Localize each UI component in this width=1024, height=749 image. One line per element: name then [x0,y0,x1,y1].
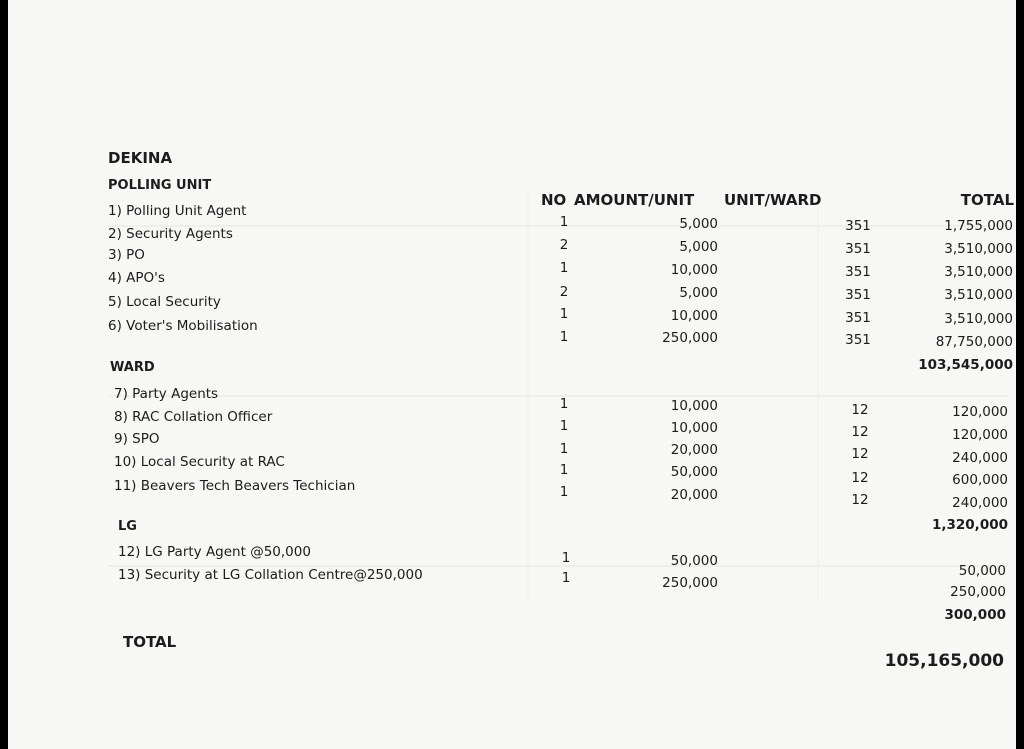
row-amount: 250,000 [662,575,718,591]
row-unit-ward: 12 [851,492,869,508]
row-amount: 5,000 [679,239,718,255]
row-item: 7) Party Agents [114,386,219,402]
row-item: 5) Local Security [108,294,221,310]
section-label-polling-unit: POLLING UNIT [108,178,212,193]
row-no: 2 [559,237,569,253]
row-no: 1 [561,550,571,566]
row-unit-ward: 12 [851,470,869,486]
row-no: 1 [559,214,569,230]
row-amount: 20,000 [670,487,718,503]
row-total: 600,000 [952,472,1008,488]
row-no: 1 [559,418,569,434]
row-amount: 250,000 [662,330,718,346]
row-total: 240,000 [952,450,1008,466]
row-amount: 50,000 [670,553,718,569]
row-total: 50,000 [958,563,1006,579]
header-no: NO [541,191,567,209]
row-total: 3,510,000 [944,311,1013,327]
row-total: 120,000 [952,404,1008,420]
row-item: 13) Security at LG Collation Centre@250,000 [118,567,423,583]
document-title: DEKINA [108,149,173,167]
document-page [8,0,1016,749]
row-item: 11) Beavers Tech Beavers Techician [114,478,356,494]
row-total: 1,755,000 [944,218,1013,234]
row-amount: 10,000 [670,398,718,414]
row-total: 240,000 [952,495,1008,511]
row-amount: 5,000 [679,216,718,232]
row-item: 1) Polling Unit Agent [108,203,247,219]
row-amount: 50,000 [670,464,718,480]
row-unit-ward: 351 [845,310,871,326]
row-no: 1 [559,306,569,322]
row-no: 1 [559,260,569,276]
row-item: 3) PO [108,247,145,263]
row-total: 250,000 [950,584,1006,600]
row-unit-ward: 12 [851,424,869,440]
row-unit-ward: 12 [851,402,869,418]
row-no: 1 [559,462,569,478]
row-total: 3,510,000 [944,264,1013,280]
row-item: 2) Security Agents [108,226,233,242]
row-unit-ward: 351 [845,264,871,280]
row-item: 10) Local Security at RAC [114,454,285,470]
row-unit-ward: 351 [845,241,871,257]
row-no: 1 [559,329,569,345]
row-total: 3,510,000 [944,241,1013,257]
grand-total-value: 105,165,000 [884,651,1004,671]
row-unit-ward: 351 [845,287,871,303]
header-amount-unit: AMOUNT/UNIT [574,191,695,209]
section-subtotal: 103,545,000 [918,357,1013,373]
row-no: 1 [559,441,569,457]
row-amount: 10,000 [670,420,718,436]
row-amount: 5,000 [679,285,718,301]
row-item: 6) Voter's Mobilisation [108,318,258,334]
section-label-lg: LG [118,519,137,534]
row-amount: 10,000 [670,262,718,278]
section-subtotal: 1,320,000 [931,517,1008,533]
header-total: TOTAL [960,191,1014,209]
row-unit-ward: 351 [845,332,871,348]
row-total: 87,750,000 [935,334,1013,350]
row-unit-ward: 12 [851,446,869,462]
grand-total-label: TOTAL [123,633,177,651]
row-amount: 20,000 [670,442,718,458]
row-item: 8) RAC Collation Officer [114,409,273,425]
row-no: 1 [561,570,571,586]
row-item: 12) LG Party Agent @50,000 [118,544,311,560]
header-unit-ward: UNIT/WARD [724,191,822,209]
row-amount: 10,000 [670,308,718,324]
row-no: 1 [559,396,569,412]
row-unit-ward: 351 [845,218,871,234]
section-label-ward: WARD [110,360,155,375]
row-no: 2 [559,284,569,300]
row-total: 120,000 [952,427,1008,443]
row-total: 3,510,000 [944,287,1013,303]
row-item: 9) SPO [114,431,160,447]
section-subtotal: 300,000 [944,607,1006,623]
row-item: 4) APO's [108,270,165,286]
row-no: 1 [559,484,569,500]
